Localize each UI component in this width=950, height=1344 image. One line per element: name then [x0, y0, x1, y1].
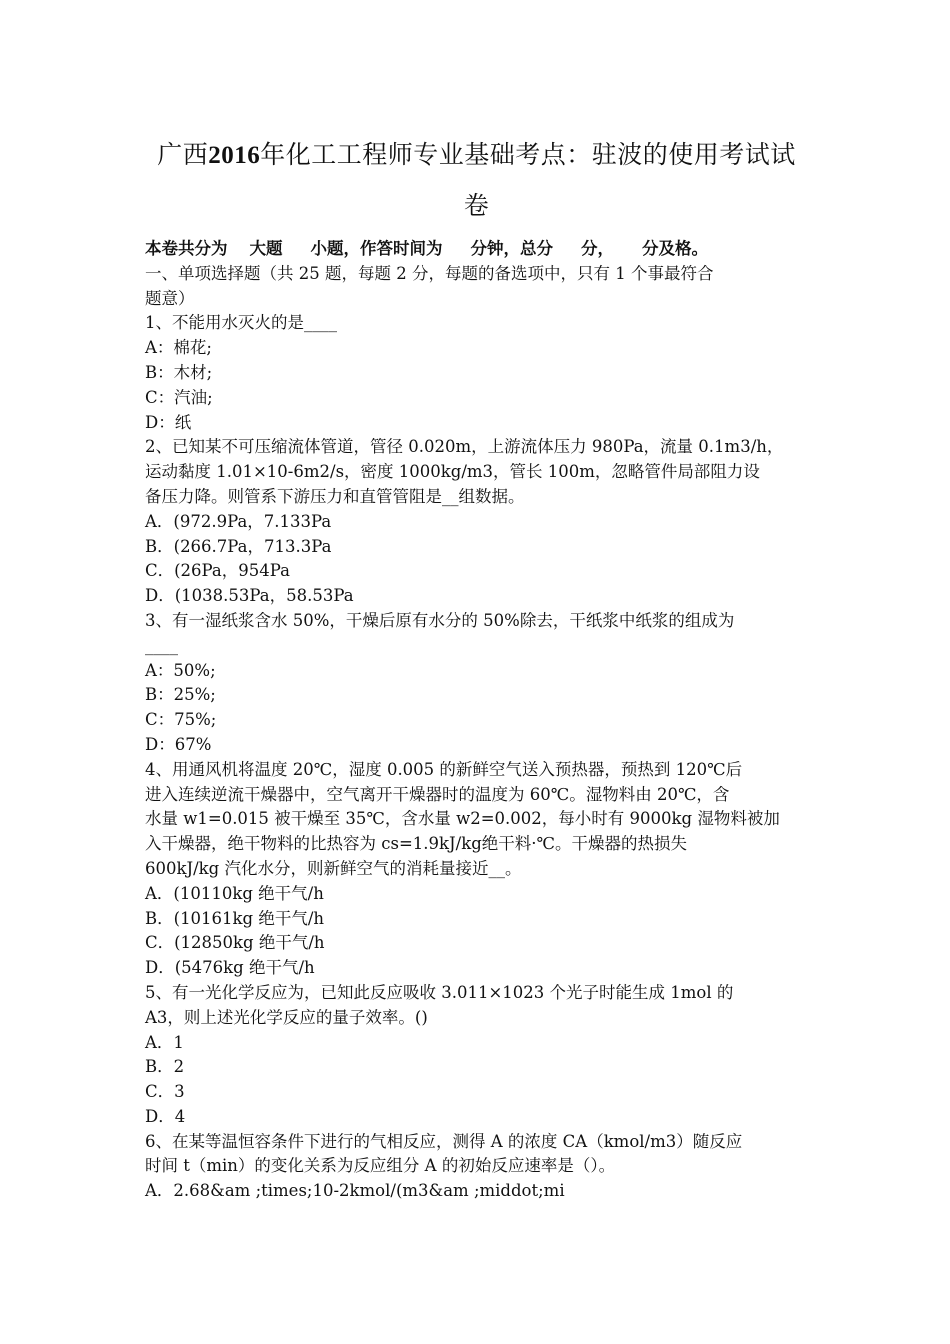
document-body [145, 237, 810, 1204]
exam-intro: 本卷共分为 大题 小题，作答时间为 分钟，总分 分， 分及格。 [145, 239, 708, 258]
question-text: 600kJ/kg 汽化水分，则新鲜空气的消耗量接近__。 [145, 858, 522, 878]
question-text: 5、有一光化学反应为，已知此反应吸收 3.011×1023 个光子时能生成 1mol 的 [145, 982, 734, 1002]
option-a: A．1 [145, 1032, 184, 1052]
option-c: C．(12850kg 绝干气/h [145, 933, 325, 953]
question-3 [145, 609, 810, 758]
question-text: A3，则上述光化学反应的量子效率。() [145, 1007, 428, 1027]
option-b: B．2 [145, 1057, 185, 1077]
question-text: 2、已知某不可压缩流体管道，管径 0.020m，上游流体压力 980Pa，流量 0.1m3/h， [145, 437, 784, 457]
question-6 [145, 1130, 810, 1204]
question-text: ____ [145, 635, 178, 655]
option-a: A．2.68&am ;times;10-2kmol/(m3&am ;middot;mi [145, 1181, 565, 1201]
title-line-1: 广西2016年化工工程师专业基础考点：驻波的使用考试试 [157, 140, 796, 169]
option-a: A：50%; [145, 660, 216, 680]
question-text: 备压力降。则管系下游压力和直管管阻是__组数据。 [145, 486, 525, 506]
question-2 [145, 435, 810, 609]
question-text: 进入连续逆流干燥器中，空气离开干燥器时的温度为 60℃。湿物料由 20℃，含 [145, 784, 730, 804]
title-line-2: 卷 [463, 191, 490, 220]
question-text: 6、在某等温恒容条件下进行的气相反应，测得 A 的浓度 CA（kmol/m3）随反应 [145, 1131, 743, 1151]
question-text: 4、用通风机将温度 20℃，湿度 0.005 的新鲜空气送入预热器，预热到 120℃后 [145, 759, 743, 779]
question-5 [145, 981, 810, 1130]
option-d: D．(5476kg 绝干气/h [145, 958, 315, 978]
question-1 [145, 311, 810, 435]
option-d: D．4 [145, 1106, 186, 1126]
option-c: C．(26Pa，954Pa [145, 561, 290, 581]
option-d: D：67% [145, 734, 212, 754]
option-a: A．(972.9Pa，7.133Pa [145, 511, 332, 531]
option-c: C．3 [145, 1082, 185, 1102]
option-d: D．(1038.53Pa，58.53Pa [145, 586, 354, 606]
question-text: 运动黏度 1.01×10-6m2/s，密度 1000kg/m3，管长 100m，忽略管件局部阻力设 [145, 462, 760, 482]
question-4 [145, 758, 810, 981]
question-text: 3、有一湿纸浆含水 50%，干燥后原有水分的 50%除去，干纸浆中纸浆的组成为 [145, 610, 735, 630]
question-text: 入干燥器，绝干物料的比热容为 cs=1.9kJ/kg绝干料·℃。干燥器的热损失 [145, 834, 687, 854]
option-a: A：棉花; [145, 338, 212, 358]
option-b: B：木材; [145, 362, 213, 382]
option-d: D：纸 [145, 412, 192, 432]
option-a: A．(10110kg 绝干气/h [145, 883, 324, 903]
section-heading-line-2: 题意） [145, 288, 195, 308]
option-c: C：75%; [145, 710, 217, 730]
section-heading-line-1: 一、单项选择题（共 25 题，每题 2 分，每题的备选项中，只有 1 个事最符合 [145, 263, 714, 283]
question-text: 时间 t（min）的变化关系为反应组分 A 的初始反应速率是（）。 [145, 1156, 616, 1176]
option-b: B．(10161kg 绝干气/h [145, 908, 325, 928]
question-text: 水量 w1=0.015 被干燥至 35℃，含水量 w2=0.002，每小时有 9000kg 湿物料被加 [145, 809, 780, 829]
document-title [143, 130, 810, 231]
option-b: B．(266.7Pa，713.3Pa [145, 536, 332, 556]
question-text: 1、不能用水灭火的是____ [145, 313, 337, 333]
option-c: C：汽油; [145, 387, 213, 407]
option-b: B：25%; [145, 685, 216, 705]
